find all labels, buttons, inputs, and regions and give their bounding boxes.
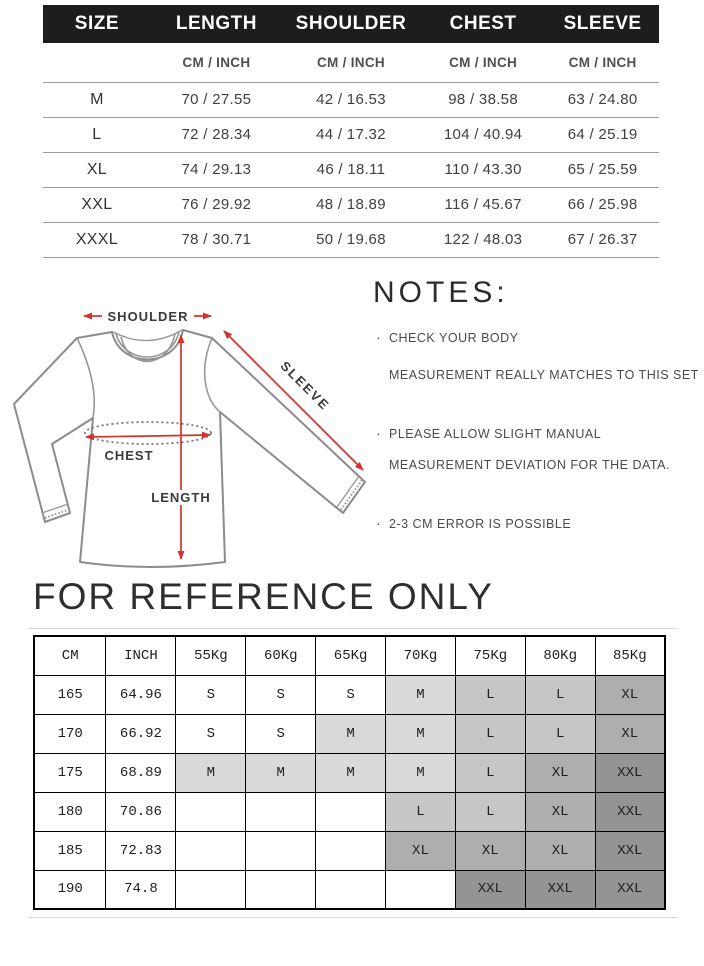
ref-header-55kg: 55Kg <box>176 636 246 675</box>
size-rec: M <box>386 714 456 753</box>
size-rec: L <box>455 753 525 792</box>
size-rec: L <box>525 675 595 714</box>
size-rec: M <box>246 753 316 792</box>
size-rec <box>176 870 246 909</box>
size-rec: XL <box>525 753 595 792</box>
size-rec: XXL <box>595 831 665 870</box>
size-rec: XXL <box>595 792 665 831</box>
size-table-header-sleeve: SLEEVE <box>546 5 659 43</box>
size-rec: M <box>386 753 456 792</box>
height-inch: 70.86 <box>106 792 176 831</box>
size-rec: L <box>455 792 525 831</box>
sleeve-value: 67 / 26.37 <box>546 222 659 257</box>
note-line: MEASUREMENT REALLY MATCHES TO THIS SET <box>389 368 699 382</box>
size-row-m <box>43 82 659 117</box>
sleeve-value: 65 / 25.59 <box>546 152 659 187</box>
height-cm: 190 <box>34 870 106 909</box>
size-label: L <box>43 117 151 152</box>
size-rec: XXL <box>595 870 665 909</box>
size-table-header-size: SIZE <box>43 5 151 43</box>
chest-label: CHEST <box>104 448 154 463</box>
ref-row-165 <box>34 675 665 714</box>
size-table-header-shoulder: SHOULDER <box>282 5 420 43</box>
size-rec: S <box>246 675 316 714</box>
ref-header-85kg: 85Kg <box>595 636 665 675</box>
size-rec: L <box>386 792 456 831</box>
units-cell-empty <box>43 43 151 82</box>
size-rec <box>176 831 246 870</box>
size-rec: XXL <box>525 870 595 909</box>
gridline-artifact-top <box>28 628 678 629</box>
height-inch: 72.83 <box>106 831 176 870</box>
shoulder-value: 44 / 17.32 <box>282 117 420 152</box>
ref-row-180 <box>34 792 665 831</box>
size-table-units-row <box>43 43 659 82</box>
size-rec: XL <box>455 831 525 870</box>
ref-row-170 <box>34 714 665 753</box>
chest-value: 98 / 38.58 <box>420 82 546 117</box>
shoulder-value: 50 / 19.68 <box>282 222 420 257</box>
shoulder-value: 46 / 18.11 <box>282 152 420 187</box>
shoulder-value: 48 / 18.89 <box>282 187 420 222</box>
ref-header-75kg: 75Kg <box>455 636 525 675</box>
size-row-l <box>43 117 659 152</box>
size-rec: M <box>316 753 386 792</box>
gridline-artifact-bottom <box>28 917 678 918</box>
height-cm: 180 <box>34 792 106 831</box>
sleeve-value: 63 / 24.80 <box>546 82 659 117</box>
note-item <box>373 427 704 472</box>
height-inch: 64.96 <box>106 675 176 714</box>
size-rec: L <box>455 675 525 714</box>
size-rec: L <box>455 714 525 753</box>
length-value: 70 / 27.55 <box>151 82 282 117</box>
units-cell: CM / INCH <box>546 43 659 82</box>
size-table-section <box>43 5 659 258</box>
length-value: 78 / 30.71 <box>151 222 282 257</box>
size-rec: XL <box>525 831 595 870</box>
size-rec <box>246 831 316 870</box>
note-line: CHECK YOUR BODY <box>389 331 519 345</box>
size-rec <box>316 792 386 831</box>
chest-value: 104 / 40.94 <box>420 117 546 152</box>
size-table-header-chest: CHEST <box>420 5 546 43</box>
units-cell: CM / INCH <box>282 43 420 82</box>
height-inch: 74.8 <box>106 870 176 909</box>
size-rec: XL <box>386 831 456 870</box>
ref-row-190 <box>34 870 665 909</box>
size-rec: XL <box>595 675 665 714</box>
size-rec <box>316 870 386 909</box>
chest-value: 116 / 45.67 <box>420 187 546 222</box>
height-cm: 175 <box>34 753 106 792</box>
ref-row-175 <box>34 753 665 792</box>
size-label: XXL <box>43 187 151 222</box>
note-line: PLEASE ALLOW SLIGHT MANUAL <box>389 427 602 441</box>
size-rec: L <box>525 714 595 753</box>
chest-value: 122 / 48.03 <box>420 222 546 257</box>
size-rec: XXL <box>455 870 525 909</box>
size-rec <box>386 870 456 909</box>
reference-table-section <box>33 635 666 910</box>
bullet: · <box>376 425 382 441</box>
size-label: XXXL <box>43 222 151 257</box>
note-item <box>373 517 704 531</box>
size-rec: XL <box>525 792 595 831</box>
size-table-header-row <box>43 5 659 43</box>
length-label: LENGTH <box>151 490 211 505</box>
note-item <box>373 331 704 382</box>
units-cell: CM / INCH <box>420 43 546 82</box>
height-cm: 170 <box>34 714 106 753</box>
note-line: MEASUREMENT DEVIATION FOR THE DATA. <box>389 458 670 472</box>
note-line: 2-3 CM ERROR IS POSSIBLE <box>389 517 572 531</box>
ref-header-cm: CM <box>34 636 106 675</box>
size-rec: S <box>176 675 246 714</box>
notes-section <box>373 276 704 531</box>
length-value: 72 / 28.34 <box>151 117 282 152</box>
size-rec <box>316 831 386 870</box>
length-value: 74 / 29.13 <box>151 152 282 187</box>
height-cm: 185 <box>34 831 106 870</box>
size-rec: XXL <box>595 753 665 792</box>
size-table-header-length: LENGTH <box>151 5 282 43</box>
size-rec <box>246 792 316 831</box>
ref-header-inch: INCH <box>106 636 176 675</box>
height-inch: 66.92 <box>106 714 176 753</box>
notes-title: NOTES: <box>373 276 509 309</box>
reference-title: FOR REFERENCE ONLY <box>33 576 494 617</box>
sleeve-value: 66 / 25.98 <box>546 187 659 222</box>
size-rec: S <box>316 675 386 714</box>
size-rec <box>246 870 316 909</box>
ref-header-80kg: 80Kg <box>525 636 595 675</box>
shirt-outline-shape <box>14 330 365 567</box>
reference-header-row <box>34 636 665 675</box>
collar-back-line <box>113 330 182 341</box>
sleeve-label: SLEEVE <box>277 358 333 414</box>
size-label: M <box>43 82 151 117</box>
size-rec: XL <box>595 714 665 753</box>
length-value: 76 / 29.92 <box>151 187 282 222</box>
ref-header-60kg: 60Kg <box>246 636 316 675</box>
height-inch: 68.89 <box>106 753 176 792</box>
size-rec: M <box>386 675 456 714</box>
size-rec <box>176 792 246 831</box>
size-row-xxxl <box>43 222 659 257</box>
ref-row-185 <box>34 831 665 870</box>
ref-header-70kg: 70Kg <box>386 636 456 675</box>
bullet: · <box>376 515 382 531</box>
shirt-measurement-diagram <box>0 272 380 572</box>
size-rec: S <box>176 714 246 753</box>
size-rec: M <box>316 714 386 753</box>
size-row-xxl <box>43 187 659 222</box>
ref-header-65kg: 65Kg <box>316 636 386 675</box>
bullet: · <box>376 329 382 345</box>
units-cell: CM / INCH <box>151 43 282 82</box>
chest-value: 110 / 43.30 <box>420 152 546 187</box>
shoulder-value: 42 / 16.53 <box>282 82 420 117</box>
shoulder-label: SHOULDER <box>107 309 189 324</box>
sleeve-value: 64 / 25.19 <box>546 117 659 152</box>
size-rec: S <box>246 714 316 753</box>
size-row-xl <box>43 152 659 187</box>
size-table <box>43 5 659 258</box>
size-rec: M <box>176 753 246 792</box>
reference-table <box>33 635 666 910</box>
height-cm: 165 <box>34 675 106 714</box>
size-label: XL <box>43 152 151 187</box>
